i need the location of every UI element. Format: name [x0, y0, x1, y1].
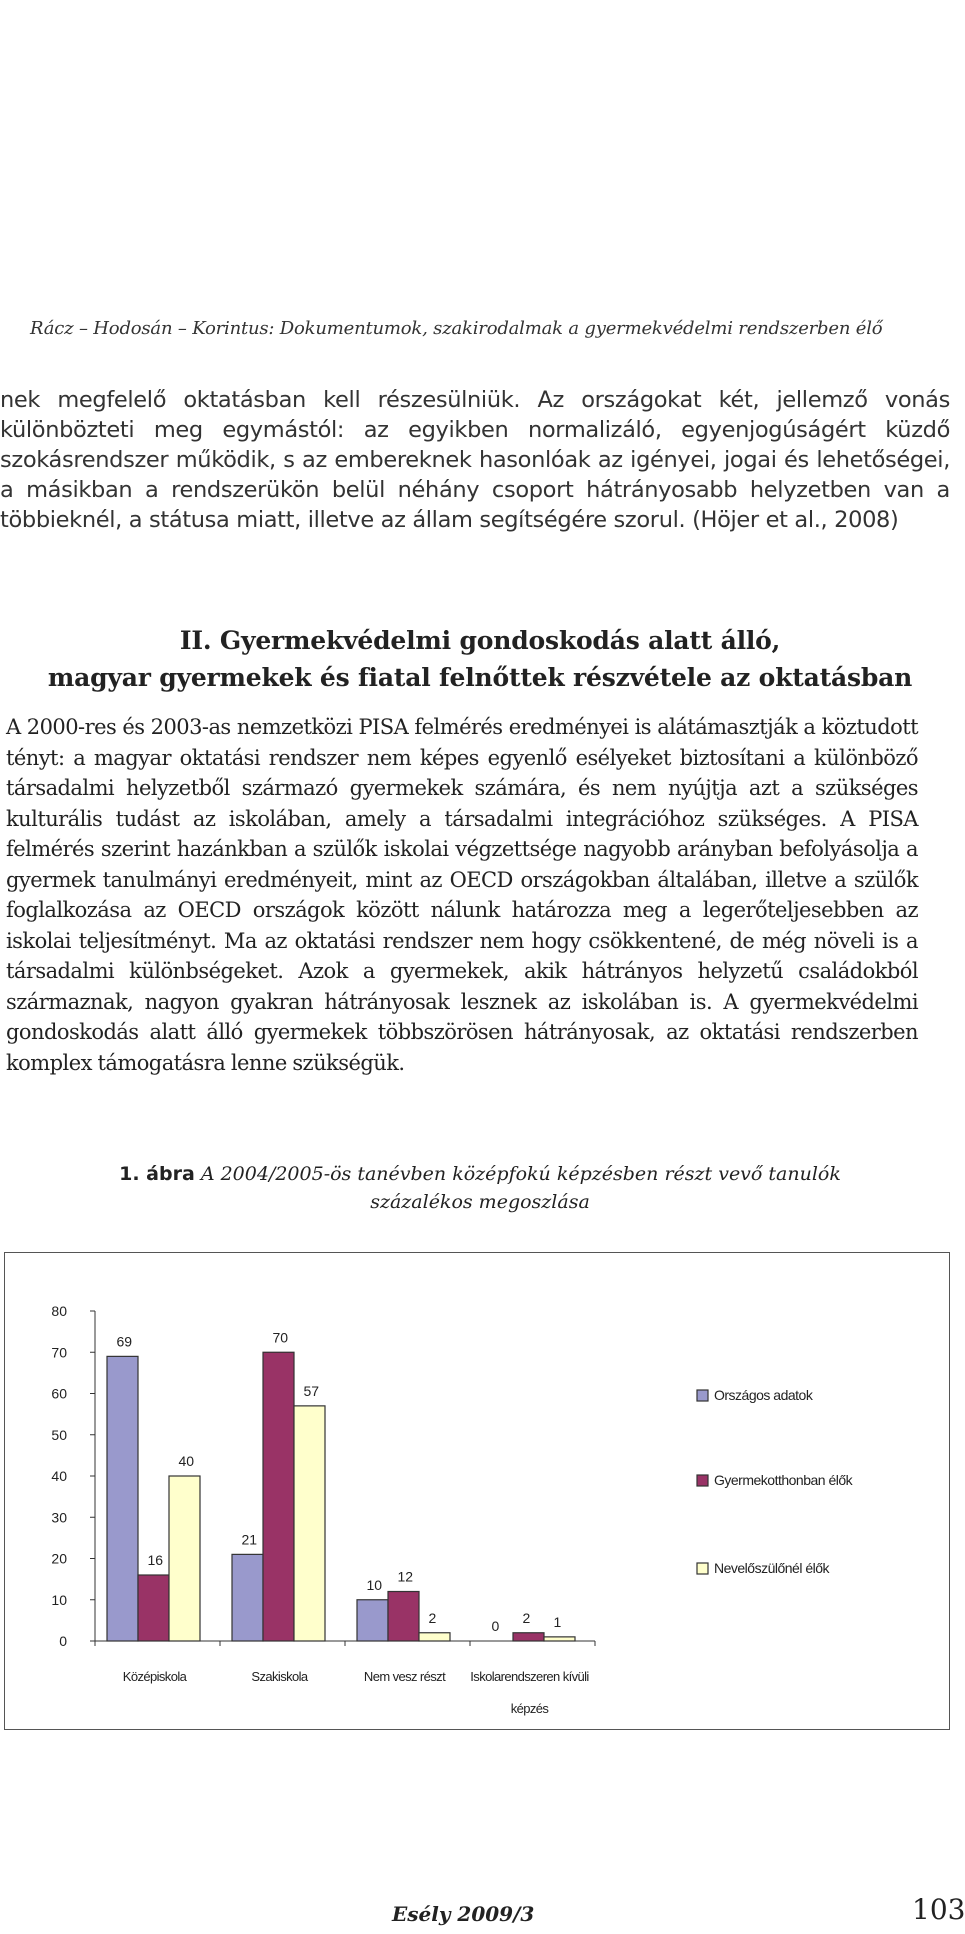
y-tick-label: 50: [51, 1426, 67, 1443]
data-label: 10: [366, 1576, 383, 1593]
section-heading: [0, 622, 960, 696]
section-heading-line2: magyar gyermekek és fiatal felnőttek részvétele az oktatásban: [47, 663, 913, 692]
bar-nevel-sz-l-n-l-l-k-0: [169, 1476, 200, 1641]
bar-nevel-sz-l-n-l-l-k-3: [544, 1637, 575, 1641]
bar-chart: [5, 1253, 951, 1731]
page-number: 103: [912, 1893, 965, 1926]
intro-paragraph: nek megfelelő oktatásban kell részesülniük. Az országokat két, jellemző vonás különbözteti meg egymástól: az egyikben normalizáló, egyenjogúságért küzdő szokásrendszer működik, s az embereknek hasonlóak az igényei, jogai és lehetőségei, a másikban a rendszerükön belül néhány csoport hátrányosabb helyzetben van a többieknél, a státusa miatt, illetve az állam segítségére szorul. (Höjer et al., 2008): [0, 387, 950, 533]
y-tick-label: 30: [51, 1509, 67, 1526]
data-label: 1: [553, 1613, 562, 1630]
category-label: Szakiskola: [251, 1669, 308, 1684]
figure-caption: [60, 1160, 900, 1216]
y-tick-label: 20: [51, 1550, 67, 1567]
y-tick-label: 70: [51, 1344, 67, 1361]
running-head: Rácz – Hodosán – Korintus: Dokumentumok, szakirodalmak a gyermekvédelmi rendszerben élő: [30, 318, 883, 339]
category-label: Nem vesz részt: [363, 1669, 446, 1684]
bar-gyermekotthonban-l-k-3: [513, 1633, 544, 1641]
data-label: 2: [428, 1609, 437, 1626]
y-tick-label: 60: [51, 1385, 67, 1402]
data-label: 57: [303, 1382, 320, 1399]
bar-nevel-sz-l-n-l-l-k-2: [419, 1633, 450, 1641]
data-label: 21: [241, 1531, 258, 1548]
category-label: Iskolarendszeren kívüli: [470, 1669, 589, 1684]
bar-gyermekotthonban-l-k-2: [388, 1592, 419, 1642]
category-label: Középiskola: [122, 1669, 187, 1684]
data-label: 12: [397, 1568, 414, 1585]
footer-journal: Esély 2009/3: [392, 1902, 535, 1926]
bar-nevel-sz-l-n-l-l-k-1: [294, 1406, 325, 1641]
y-tick-label: 0: [59, 1633, 67, 1649]
bar-gyermekotthonban-l-k-0: [138, 1575, 169, 1641]
category-label: képzés: [510, 1701, 549, 1716]
data-label: 69: [116, 1333, 133, 1350]
data-label: 40: [178, 1453, 195, 1469]
bar-gyermekotthonban-l-k-1: [263, 1352, 294, 1641]
section-heading-line1: II. Gyermekvédelmi gondoskodás alatt álló,: [179, 626, 781, 655]
chart-frame: [4, 1252, 950, 1730]
legend-swatch-1: [697, 1475, 708, 1486]
bar-orsz-gos-adatok-2: [357, 1600, 388, 1641]
figure-title-line1: A 2004/2005-ös tanévben középfokú képzésben részt vevő tanulók: [200, 1163, 841, 1185]
data-label: 2: [522, 1609, 531, 1626]
y-tick-label: 80: [51, 1303, 67, 1319]
legend-swatch-2: [697, 1563, 708, 1574]
legend-label-1: Gyermekotthonban élők: [714, 1472, 853, 1488]
legend-label-0: Országos adatok: [714, 1387, 813, 1403]
data-label: 70: [272, 1329, 289, 1346]
bar-orsz-gos-adatok-1: [232, 1554, 263, 1641]
data-label: 16: [147, 1552, 164, 1568]
data-label: 0: [491, 1618, 500, 1634]
bar-orsz-gos-adatok-0: [107, 1356, 138, 1641]
legend-swatch-0: [697, 1390, 708, 1401]
body-paragraph: A 2000-res és 2003-as nemzetközi PISA felmérés eredményei is alátámasztják a köztudott tényt: a magyar oktatási rendszer nem képes egyenlő esélyeket biztosítani a különböző társadalmi helyzetből származó gyermekek számára, és nem nyújtja azt a szükséges kulturális tudást az iskolában, amely a társadalmi integrációhoz szükséges. A PISA felmérés szerint hazánkban a szülők iskolai végzettsége nagyobb arányban befolyásolja a gyermek tanulmányi eredményeit, mint az OECD országokban általában, illetve a szülők foglalkozása az OECD országok között nálunk határozza meg a legerőteljesebben az iskolai teljesítményt. Ma az oktatási rendszer nem hogy csökkentené, de még növeli is a társadalmi különbségeket. Azok a gyermekek, akik hátrányos helyzetű családokból származnak, nagyon gyakran hátrányosak lesznek az iskolában is. A gyermekvédelmi gondoskodás alatt álló gyermekek többszörösen hátrányosak, az oktatási rendszerben komplex támogatásra lenne szükségük.: [6, 715, 918, 1075]
y-tick-label: 10: [51, 1591, 67, 1608]
figure-title-line2: százalékos megoszlása: [370, 1191, 590, 1213]
figure-label: 1. ábra: [119, 1163, 195, 1185]
legend-label-2: Nevelőszülőnél élők: [714, 1560, 830, 1576]
y-tick-label: 40: [51, 1468, 67, 1484]
